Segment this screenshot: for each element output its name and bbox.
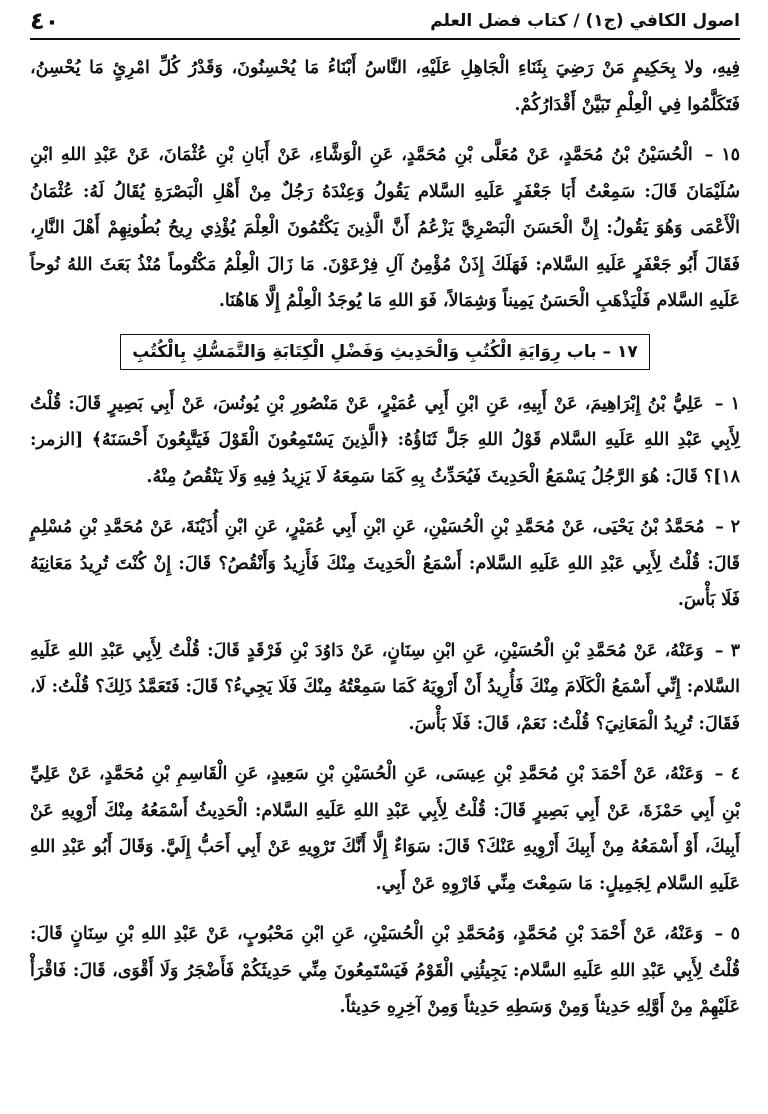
paragraph-text: وَعَنْهُ، عَنْ مُحَمَّدِ بْنِ الْحُسَيْنِ، عَنِ ابْنِ سِنَانٍ، عَنْ دَاوُدَ بْنِ فَرْقَدٍ قَالَ: قُلْتُ لِأَبِي عَبْدِ اللهِ عَلَيهِ السَّلام: إِنِّي أَسْمَعُ الْكَلَامَ مِنْكَ فَأُرِيدُ أَنْ أَرْوِيَهُ كَمَا سَمِعْتُهُ مِنْكَ فَلَا يَجِيءُ؟ قَالَ: فَتَعَمَّدُ ذَلِكَ؟ قُلْتُ: لَا، فَقَالَ: تُرِيدُ الْمَعَانِيَ؟ قُلْتُ: نَعَمْ، قَالَ: فَلَا بَأْسَ. xyxy=(30,640,740,734)
paragraph xyxy=(30,50,740,123)
paragraph-text: الْحُسَيْنُ بْنُ مُحَمَّدٍ، عَنْ مُعَلَّى بْنِ مُحَمَّدٍ، عَنِ الْوَشَّاءِ، عَنْ أَبَانِ بْنِ عُثْمَانَ، عَنْ عَبْدِ اللهِ ابْنِ سُلَيْمَانَ قَالَ: سَمِعْتُ أَبَا جَعْفَرٍ عَلَيهِ السَّلام يَقُولُ وَعِنْدَهُ رَجُلٌ مِنْ أَهْلِ الْبَصْرَةِ يُقَالُ لَهُ: عُثْمَانُ الْأَعْمَى وَهُوَ يَقُولُ: إِنَّ الْحَسَنَ الْبَصْرِيَّ يَزْعُمُ أَنَّ الَّذِينَ يَكْتُمُونَ الْعِلْمَ يُؤْذِي رِيحُ بُطُونِهِمْ أَهْلَ النَّارِ، فَقَالَ أَبُو جَعْفَرٍ عَلَيهِ السَّلام: فَهَلَكَ إِذَنْ مُؤْمِنُ آلِ فِرْعَوْنَ. مَا زَالَ الْعِلْمُ مَكْتُوماً مُنْذُ بَعَثَ اللهُ نُوحاً عَلَيهِ السَّلام فَلْيَذْهَبِ الْحَسَنُ يَمِيناً وَشِمَالاً، فَوَ اللهِ مَا يُوجَدُ الْعِلْمُ إِلَّا هَاهُنَا. xyxy=(30,145,740,311)
paragraph-text: وَعَنْهُ، عَنْ أَحْمَدَ بْنِ مُحَمَّدِ بْنِ عِيسَى، عَنِ الْحُسَيْنِ بْنِ سَعِيدٍ، عَنِ الْقَاسِمِ بْنِ مُحَمَّدٍ، عَنْ عَلِيِّ بْنِ أَبِي حَمْزَةَ، عَنْ أَبِي بَصِيرٍ قَالَ: قُلْتُ لِأَبِي عَبْدِ اللهِ عَلَيهِ السَّلام: الْحَدِيثُ أَسْمَعُهُ مِنْكَ أَرْوِيهِ عَنْ أَبِيكَ، أَوْ أَسْمَعُهُ مِنْ أَبِيكَ أَرْوِيهِ عَنْكَ؟ قَالَ: سَوَاءٌ إِلَّا أَنَّكَ تَرْوِيهِ عَنْ أَبِي أَحَبُّ إِلَيَّ. وَقَالَ أَبُو عَبْدِ اللهِ عَلَيهِ السَّلام لِجَمِيلٍ: مَا سَمِعْتَ مِنِّي فَارْوِهِ عَنْ أَبِي. xyxy=(30,764,740,894)
hadith-number: ١ – xyxy=(714,393,740,414)
paragraph xyxy=(30,386,740,496)
paragraph xyxy=(30,756,740,902)
hadith-number: ٤ – xyxy=(714,764,741,784)
section-title: ١٧ – باب رِوَايَةِ الْكُتُبِ وَالْحَدِيثِ وَفَضْلِ الْكِتَابَةِ وَالتَّمَسُّكِ بِالْكُتُبِ xyxy=(132,341,638,362)
hadith-number: ٥ – xyxy=(714,924,740,944)
paragraph-text: فِيهِ، ولا بِحَكِيمٍ مَنْ رَضِيَ بِثَنَاءِ الْجَاهِلِ عَلَيْهِ، النَّاسُ أَبْنَاءُ مَا يُحْسِنُونَ، وَقَدْرُ كُلِّ امْرِئٍ مَا يُحْسِنُ، فَتَكَلَّمُوا فِي الْعِلْمِ تَبَيَّنْ أَقْدَارُكُمْ. xyxy=(30,58,740,115)
section-title-box xyxy=(120,334,650,370)
paragraph xyxy=(30,137,740,320)
paragraph xyxy=(30,633,740,743)
paragraph-text: مُحَمَّدُ بْنُ يَحْيَى، عَنْ مُحَمَّدِ بْنِ الْحُسَيْنِ، عَنِ ابْنِ أَبِي عُمَيْرٍ، عَنِ ابْنِ أُذَيْنَةَ، عَنْ مُحَمَّدِ بْنِ مُسْلِمٍ قَالَ: قُلْتُ لِأَبِي عَبْدِ اللهِ عَلَيهِ السَّلام: أَسْمَعُ الْحَدِيثَ مِنْكَ فَأَزِيدُ وَأَنْقُصُ؟ قَالَ: إِنْ كُنْتَ تُرِيدُ مَعَانِيَهُ فَلَا بَأْسَ. xyxy=(30,517,740,610)
hadith-number: ١٥ – xyxy=(704,145,741,165)
paragraph-text: وَعَنْهُ، عَنْ أَحْمَدَ بْنِ مُحَمَّدٍ، وَمُحَمَّدِ بْنِ الْحُسَيْنِ، عَنِ ابْنِ مَحْبُوبٍ، عَنْ عَبْدِ اللهِ بْنِ سِنَانٍ قَالَ: قُلْتُ لِأَبِي عَبْدِ اللهِ عَلَيهِ السَّلام: يَجِيئُنِي الْقَوْمُ فَيَسْتَمِعُونَ مِنِّي حَدِيثَكُمْ فَأَضْجَرُ وَلَا أَقْوَى، قَالَ: فَاقْرَأْ عَلَيْهِمْ مِنْ أَوَّلِهِ حَدِيثاً وَمِنْ وَسَطِهِ حَدِيثاً وَمِنْ آخِرِهِ حَدِيثاً. xyxy=(30,924,740,1017)
page-header xyxy=(30,4,740,40)
hadith-number: ٢ – xyxy=(715,517,740,537)
paragraph xyxy=(30,509,740,619)
page-body xyxy=(30,50,740,1040)
page-number: ٤٠ xyxy=(30,7,60,35)
paragraph xyxy=(30,916,740,1026)
running-title: اصول الكافي (ج١) / كتاب فضل العلم xyxy=(430,11,740,31)
hadith-number: ٣ – xyxy=(714,640,741,661)
paragraph-text: عَلِيُّ بْنُ إِبْرَاهِيمَ، عَنْ أَبِيهِ، عَنِ ابْنِ أَبِي عُمَيْرٍ، عَنْ مَنْصُورِ بْنِ يُونُسَ، عَنْ أَبِي بَصِيرٍ قَالَ: قُلْتُ لِأَبِي عَبْدِ اللهِ عَلَيهِ السَّلام قَوْلُ اللهِ جَلَّ ثَنَاؤُهُ: ﴿الَّذِينَ يَسْتَمِعُونَ الْقَوْلَ فَيَتَّبِعُونَ أَحْسَنَهُ﴾ [الزمر: ١٨]؟ قَالَ: هُوَ الرَّجُلُ يَسْمَعُ الْحَدِيثَ فَيُحَدِّثُ بِهِ كَمَا سَمِعَهُ لَا يَزِيدُ فِيهِ وَلَا يَنْقُصُ مِنْهُ. xyxy=(30,393,740,487)
